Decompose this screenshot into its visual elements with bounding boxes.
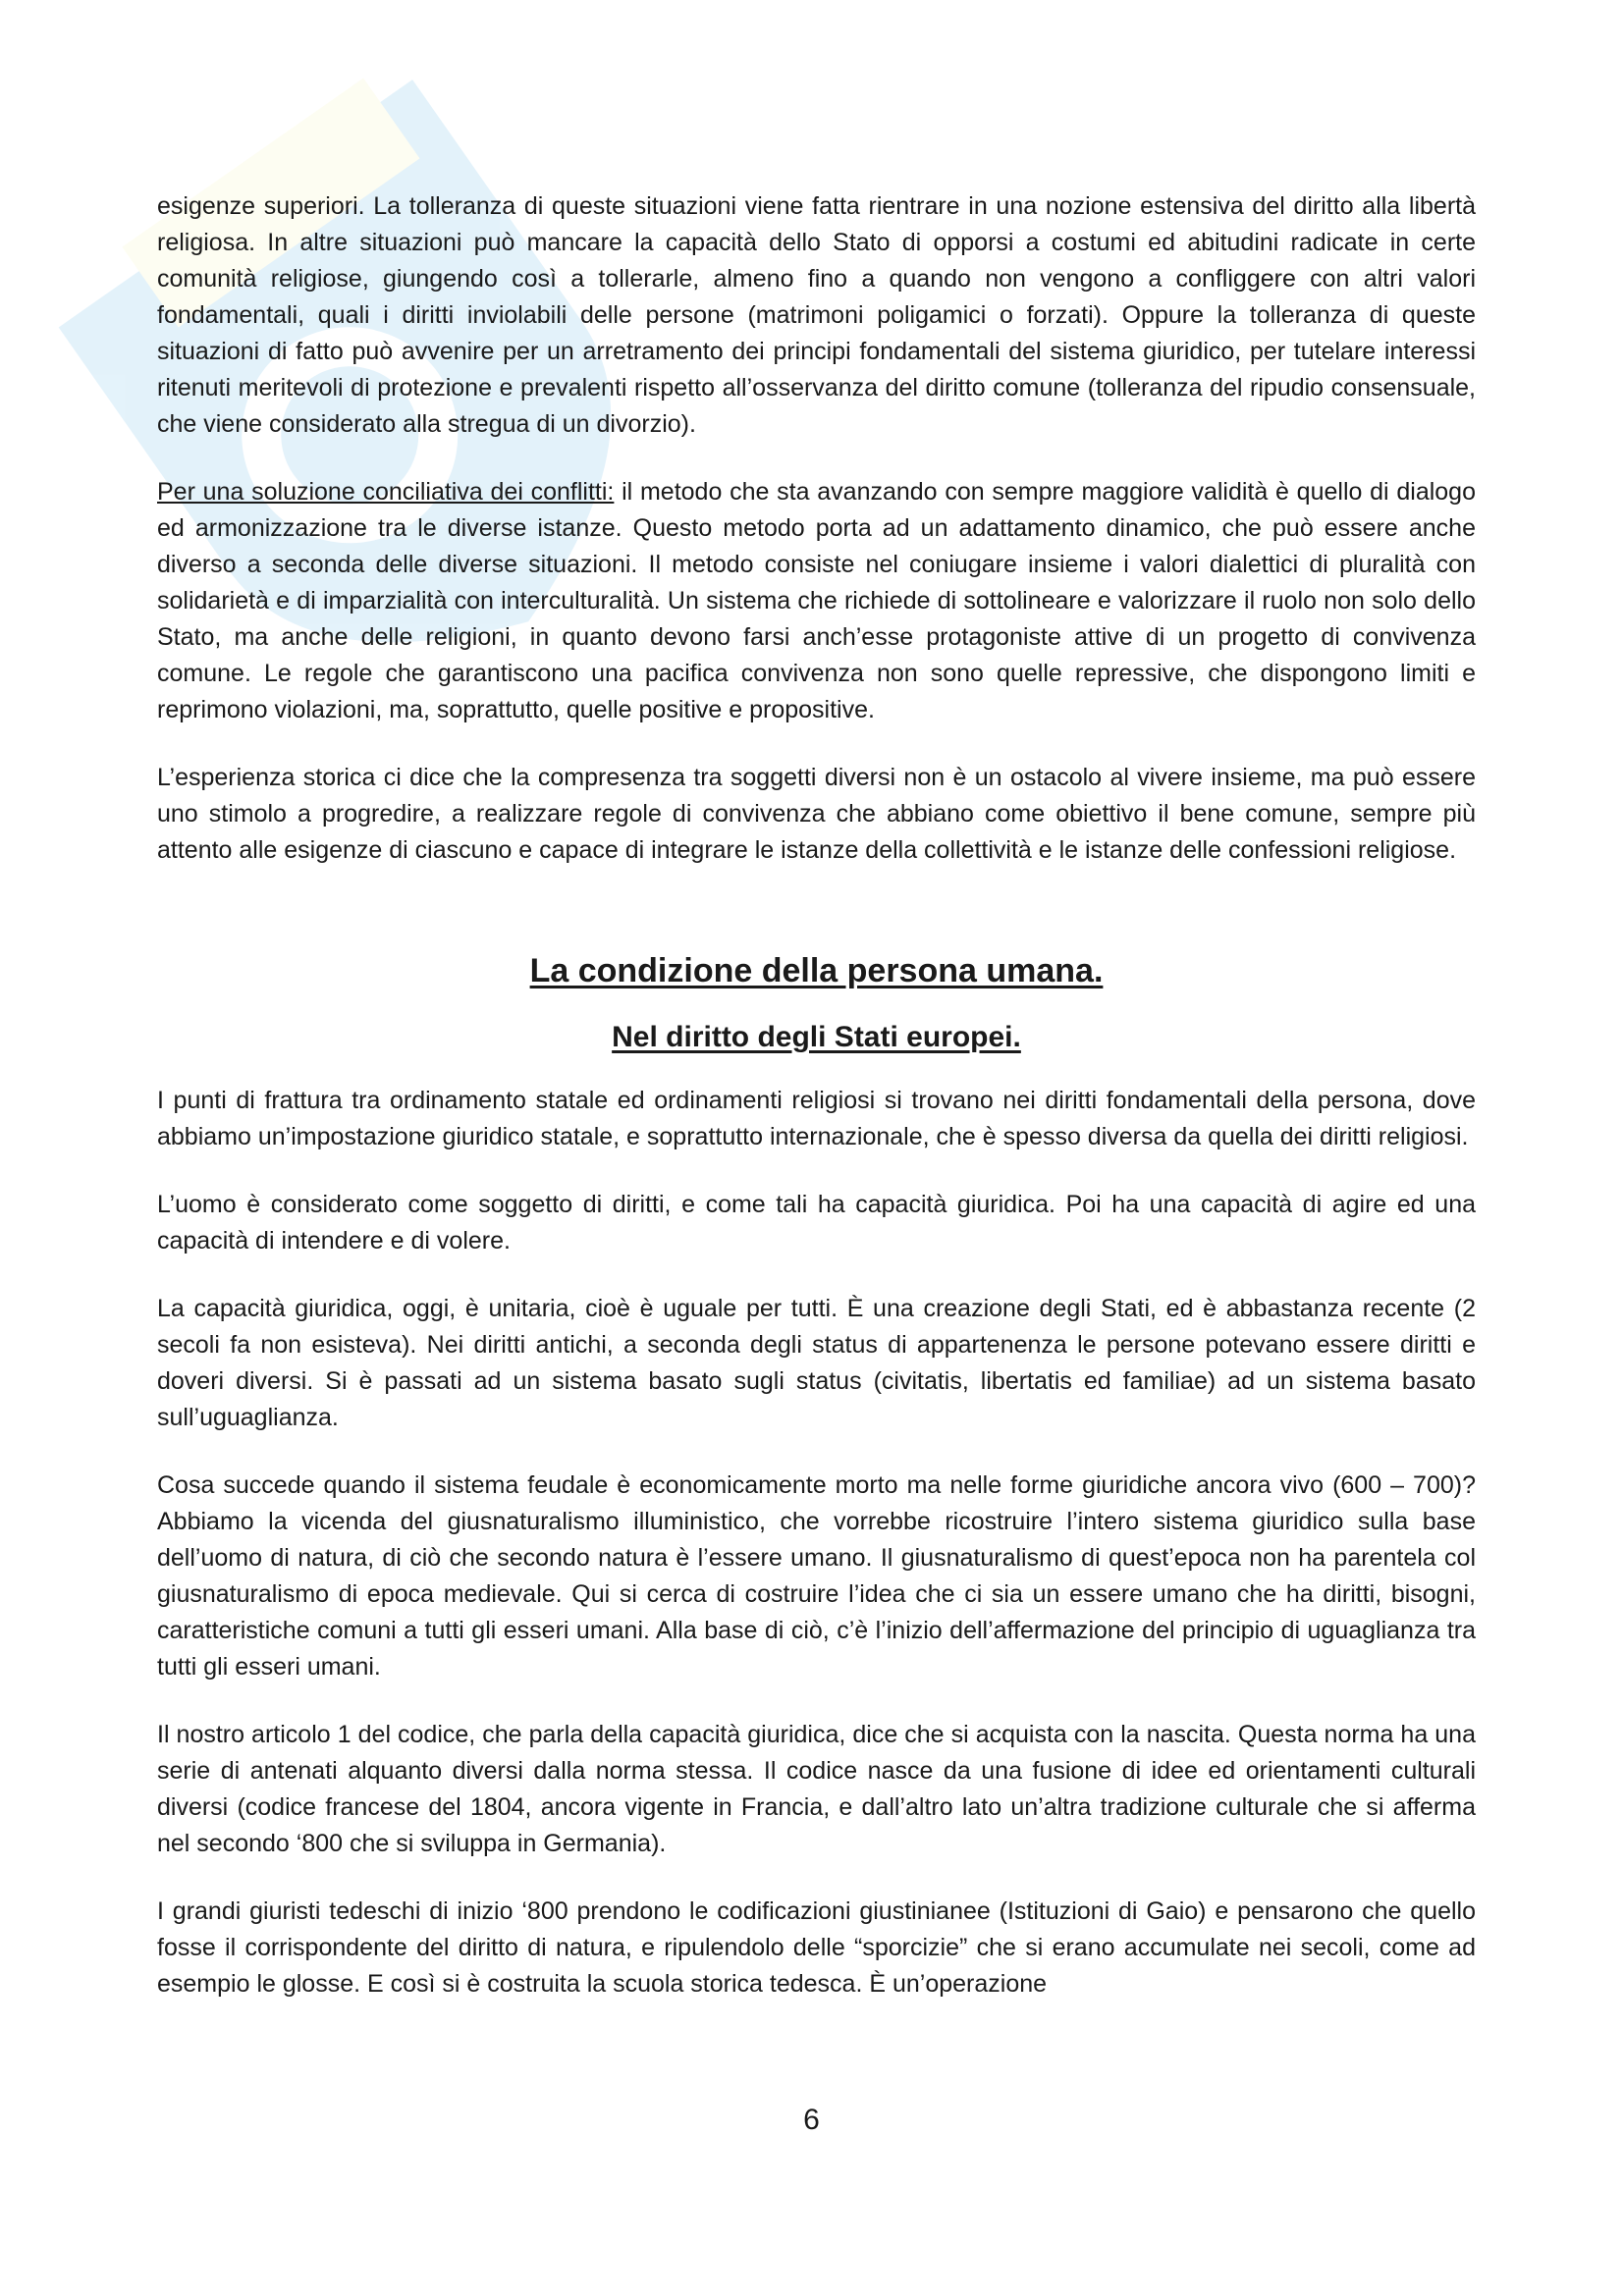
spacer bbox=[157, 443, 1476, 474]
conciliation-lead: Per una soluzione conciliativa dei conflitti: bbox=[157, 478, 615, 506]
paragraph-conciliation bbox=[157, 474, 1476, 728]
paragraph-article-one: Il nostro articolo 1 del codice, che parla della capacità giuridica, dice che si acquista con la nascita. Questa norma ha una serie di antenati alquanto diversi dalla norma stessa. Il codice nasce da una fusione di idee ed orientamenti culturali diversi (codice francese del 1804, ancora vigente in Francia, e dall’altro lato un’altra tradizione culturale che si afferma nel secondo ‘800 che si sviluppa in Germania). bbox=[157, 1721, 1476, 1857]
paragraph-legal-capacity: La capacità giuridica, oggi, è unitaria, cioè è uguale per tutti. È una creazione degli Stati, ed è abbastanza recente (2 secoli fa non esisteva). Nei diritti antichi, a seconda degli status di appartenenza le persone potevano essere diritti e doveri diversi. Si è passati ad un sistema basato sugli status (civitatis, libertatis ed familiae) ad un sistema basato sull’uguaglianza. bbox=[157, 1295, 1476, 1431]
spacer bbox=[157, 1259, 1476, 1291]
spacer bbox=[157, 1685, 1476, 1717]
paragraph-german-jurists: I grandi giuristi tedeschi di inizio ‘800 prendono le codificazioni giustinianee (Istituzioni di Gaio) e pensarono che quello fosse il corrispondente del diritto di natura, e ripulendolo delle “sporcizie” che si erano accumulate nei secoli, come ad esempio le glosse. E così si è costruita la scuola storica tedesca. È un’operazione bbox=[157, 1897, 1476, 1998]
spacer bbox=[157, 1155, 1476, 1187]
spacer bbox=[157, 1862, 1476, 1894]
paragraph-subject-of-rights: L’uomo è considerato come soggetto di diritti, e come tali ha capacità giuridica. Poi ha una capacità di agire ed una capacità di intendere e di volere. bbox=[157, 1191, 1476, 1255]
section-title: La condizione della persona umana. bbox=[529, 952, 1104, 989]
conciliation-text: il metodo che sta avanzando con sempre maggiore validità è quello di dialogo ed armonizzazione tra le diverse istanze. Questo metodo porta ad un adattamento dinamico, che può essere anche diverso a seconda delle diverse situazioni. Il metodo consiste nel coniugare insieme i valori dialettici di pluralità con solidarietà e di imparzialità con interculturalità. Un sistema che richiede di sottolineare e valorizzare il ruolo non solo dello Stato, ma anche delle religioni, in quanto devono farsi anch’esse protagoniste attive di un progetto di convivenza comune. Le regole che garantiscono una pacifica convivenza non sono quelle repressive, che dispongono limiti e reprimono violazioni, ma, soprattutto, quelle positive e propositive. bbox=[157, 478, 1476, 723]
paragraph-fracture-points: I punti di frattura tra ordinamento statale ed ordinamenti religiosi si trovano nei diritti fondamentali della persona, dove abbiamo un’impostazione giuridico statale, e soprattutto internazionale, che è spesso diversa da quella dei diritti religiosi. bbox=[157, 1087, 1476, 1150]
paragraph-tolerance: esigenze superiori. La tolleranza di queste situazioni viene fatta rientrare in una nozione estensiva del diritto alla libertà religiosa. In altre situazioni può mancare la capacità dello Stato di opporsi a costumi ed abitudini radicate in certe comunità religiose, giungendo così a tollerarle, almeno fino a quando non vengono a confliggere con altri valori fondamentali, quali i diritti inviolabili delle persone (matrimoni poligamici o forzati). Oppure la tolleranza di queste situazioni di fatto può avvenire per un arretramento dei principi fondamentali del sistema giuridico, per tutelare interessi ritenuti meritevoli di protezione e prevalenti rispetto all’osservanza del diritto comune (tolleranza del ripudio consensuale, che viene considerato alla stregua di un divorzio). bbox=[157, 192, 1476, 438]
page-number: 6 bbox=[803, 2104, 820, 2136]
spacer bbox=[157, 728, 1476, 760]
paragraph-feudal-system: Cosa succede quando il sistema feudale è economicamente morto ma nelle forme giuridiche ancora vivo (600 – 700)? Abbiamo la vicenda del giusnaturalismo illuministico, che vorrebbe ricostruire l’intero sistema giuridico sulla base dell’uomo di natura, di ciò che secondo natura è l’essere umano. Il giusnaturalismo di quest’epoca non ha parentela col giusnaturalismo di epoca medievale. Qui si cerca di costruire l’idea che ci sia un essere umano che ha diritti, bisogni, caratteristiche comuni a tutti gli esseri umani. Alla base di ciò, c’è l’inizio dell’affermazione del principio di uguaglianza tra tutti gli esseri umani. bbox=[157, 1471, 1476, 1681]
spacer bbox=[157, 869, 1476, 947]
spacer bbox=[157, 1436, 1476, 1468]
spacer bbox=[157, 1059, 1476, 1083]
document-page bbox=[157, 188, 1476, 2002]
section-subtitle: Nel diritto degli Stati europei. bbox=[612, 1021, 1021, 1053]
spacer bbox=[157, 994, 1476, 1016]
paragraph-experience: L’esperienza storica ci dice che la compresenza tra soggetti diversi non è un ostacolo al vivere insieme, ma può essere uno stimolo a progredire, a realizzare regole di convivenza che abbiano come obiettivo il bene comune, sempre più attento alle esigenze di ciascuno e capace di integrare le istanze della collettività e le istanze delle confessioni religiose. bbox=[157, 764, 1476, 864]
